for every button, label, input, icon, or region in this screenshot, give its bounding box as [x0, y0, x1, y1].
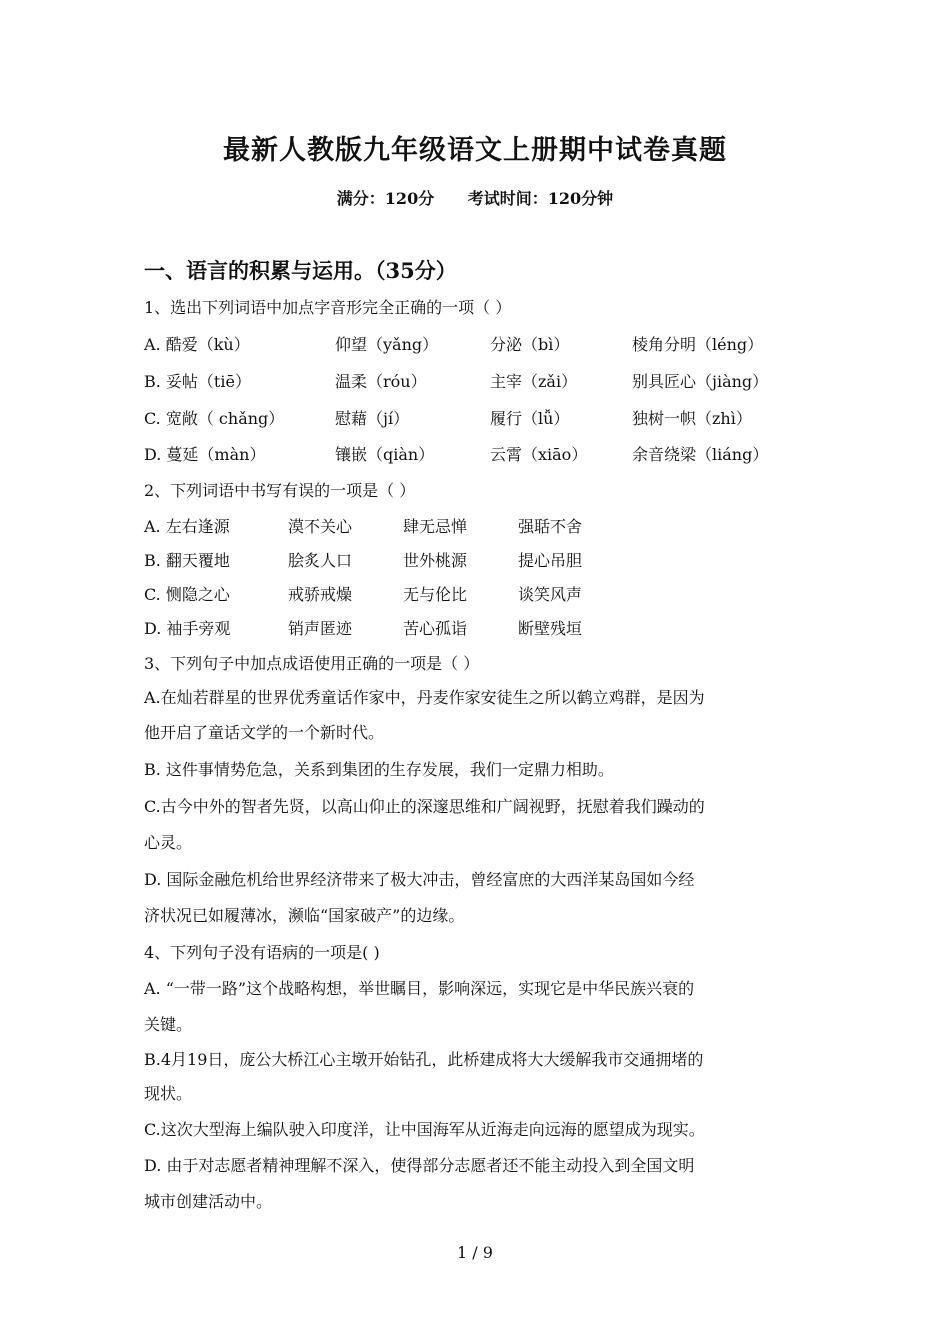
q3-line: D. 国际金融危机给世界经济带来了极大冲击，曾经富庶的大西洋某岛国如今经 [144, 870, 695, 889]
exam-time: 考试时间：120分钟 [467, 189, 614, 208]
q4-line: 现状。 [144, 1084, 193, 1103]
q2-option: 苦心孤诣 [403, 619, 468, 638]
q4-stem: 4、下列句子没有语病的一项是( ) [144, 943, 380, 962]
q3-line: B. 这件事情势危急，关系到集团的生存发展，我们一定鼎力相助。 [144, 760, 614, 779]
q4-line: D. 由于对志愿者精神理解不深入，使得部分志愿者还不能主动投入到全国文明 [144, 1156, 695, 1175]
q1-option: A. 酷爱（kù） [144, 335, 250, 354]
q4-line: C.这次大型海上编队驶入印度洋，让中国海军从近海走向远海的愿望成为现实。 [144, 1120, 705, 1139]
q2-option: 提心吊胆 [518, 551, 583, 570]
section-heading: 一、语言的积累与运用。（35分） [144, 258, 457, 283]
q3-stem: 3、下列句子中加点成语使用正确的一项是（ ） [144, 654, 480, 673]
q1-option: D. 蔓延（màn） [144, 445, 266, 464]
q1-option: C. 宽敞（ chǎng） [144, 409, 285, 428]
q1-option: 云霄（xiāo） [490, 445, 588, 464]
q1-option: 镶嵌（qiàn） [335, 445, 435, 464]
q1-option: 履行（lǚ） [490, 409, 570, 428]
q4-line: 城市创建活动中。 [144, 1192, 273, 1211]
q1-option: 仰望（yǎng） [335, 335, 439, 354]
exam-meta [0, 186, 950, 209]
q2-option: A. 左右逢源 [144, 517, 230, 536]
full-score: 满分：120分 [336, 189, 435, 208]
q2-option: D. 袖手旁观 [144, 619, 231, 638]
q1-option: 分泌（bì） [490, 335, 570, 354]
q1-option: B. 妥帖（tiē） [144, 372, 251, 391]
q2-option: 谈笑风声 [518, 585, 583, 604]
q4-line: 关键。 [144, 1015, 193, 1034]
q2-option: C. 恻隐之心 [144, 585, 230, 604]
q3-line: 他开启了童话文学的一个新时代。 [144, 723, 385, 742]
q1-option: 慰藉（jí） [335, 409, 410, 428]
q1-option: 温柔（róu） [335, 372, 427, 391]
q4-line: A. “一带一路”这个战略构想，举世瞩目，影响深远，实现它是中华民族兴衰的 [144, 979, 695, 998]
q2-option: 世外桃源 [403, 551, 468, 570]
q3-line: A.在灿若群星的世界优秀童话作家中，丹麦作家安徒生之所以鹤立鸡群，是因为 [144, 688, 705, 707]
q3-line: C.古今中外的智者先贤，以高山仰止的深邃思维和广阔视野，抚慰着我们躁动的 [144, 797, 705, 816]
q2-option: 脍炙人口 [288, 551, 353, 570]
page-number: 1 / 9 [457, 1243, 493, 1262]
q2-option: 肆无忌惮 [403, 517, 468, 536]
q4-line: B.4月19日，庞公大桥江心主墩开始钻孔，此桥建成将大大缓解我市交通拥堵的 [144, 1050, 704, 1069]
page-title: 最新人教版九年级语文上册期中试卷真题 [223, 135, 727, 166]
q2-option: 强聒不舍 [518, 517, 583, 536]
q2-option: 无与伦比 [403, 585, 468, 604]
q2-option: 戒骄戒燥 [288, 585, 353, 604]
q2-option: 断壁残垣 [518, 619, 583, 638]
q2-option: B. 翻天覆地 [144, 551, 230, 570]
q1-option: 别具匠心（jiàng） [632, 372, 769, 391]
q3-line: 心灵。 [144, 833, 193, 852]
q2-option: 漠不关心 [288, 517, 353, 536]
q1-option: 主宰（zǎi） [490, 372, 578, 391]
q3-line: 济状况已如履薄冰，濒临“国家破产”的边缘。 [144, 906, 465, 925]
q1-option: 余音绕梁（liáng） [632, 445, 769, 464]
q1-option: 独树一帜（zhì） [632, 409, 752, 428]
q1-option: 棱角分明（léng） [632, 335, 764, 354]
q2-stem: 2、下列词语中书写有误的一项是（ ） [144, 481, 416, 500]
q2-option: 销声匿迹 [288, 619, 353, 638]
q1-stem: 1、选出下列词语中加点字音形完全正确的一项（ ） [144, 298, 512, 317]
